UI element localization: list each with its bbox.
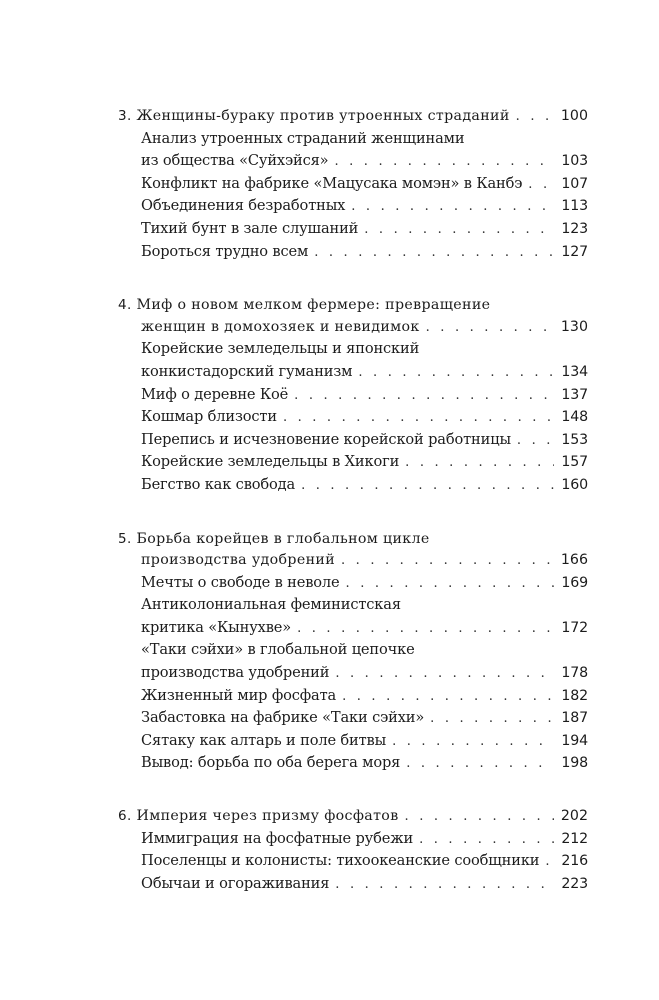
section-title-text: Кошмар близости <box>141 408 277 426</box>
page-number: 153 <box>561 431 588 448</box>
section-line <box>118 173 588 196</box>
section-line <box>118 218 588 241</box>
section-line <box>118 572 588 595</box>
section-title-text: Обычаи и огораживания <box>141 874 330 892</box>
chapter-block <box>118 527 588 776</box>
section-title-text: Жизненный мир фосфата <box>141 686 337 704</box>
page-number: 113 <box>561 198 588 215</box>
section-line <box>118 474 588 497</box>
page-number: 130 <box>560 318 588 335</box>
dot-leader <box>341 550 554 573</box>
page-number: 160 <box>561 476 588 493</box>
section-line <box>118 128 588 151</box>
chapter-number: 4. <box>118 297 132 314</box>
chapter-title <box>141 549 335 572</box>
section-title <box>141 241 308 264</box>
section-title <box>141 752 400 775</box>
section-line <box>118 406 588 429</box>
section-title-text: Объединения безработных <box>141 197 346 215</box>
page-number: 223 <box>561 875 588 892</box>
section-title <box>141 850 539 873</box>
page-number: 137 <box>561 386 588 403</box>
chapter-block <box>118 105 588 263</box>
dot-leader <box>545 851 554 874</box>
section-line <box>118 730 588 753</box>
dot-leader <box>335 874 554 897</box>
dot-leader <box>516 106 554 129</box>
section-title: «Таки сэйхи» в глобальной цепочке <box>141 641 415 659</box>
section-title <box>141 617 291 640</box>
section-title: Антиколониальная феминистская <box>141 596 401 614</box>
section-line <box>118 685 588 708</box>
chapter-line <box>118 805 588 828</box>
section-line <box>118 195 588 218</box>
page-number: 148 <box>561 409 588 426</box>
section-line <box>118 850 588 873</box>
chapter-title-text: Борьба корейцев в глобальном цикле <box>136 530 430 547</box>
dot-leader <box>297 618 554 641</box>
chapter-line <box>118 105 588 128</box>
section-title <box>141 707 424 730</box>
page-number: 166 <box>560 552 588 569</box>
chapter-title <box>118 105 510 128</box>
dot-leader <box>283 407 554 430</box>
dot-leader <box>419 829 554 852</box>
section-line <box>118 662 588 685</box>
dot-leader <box>301 475 554 498</box>
chapter-title-text: производства удобрений <box>141 552 336 569</box>
section-title <box>141 218 358 241</box>
dot-leader <box>528 174 554 197</box>
page-number: 178 <box>561 665 588 682</box>
section-title-text: Бегство как свобода <box>141 475 296 493</box>
section-title <box>141 173 522 196</box>
page-number: 187 <box>561 710 588 727</box>
page-number: 216 <box>561 853 588 870</box>
section-title <box>141 429 511 452</box>
chapter-title <box>118 531 430 547</box>
chapter-title <box>118 805 399 828</box>
dot-leader <box>334 151 554 174</box>
section-line <box>118 707 588 730</box>
section-title <box>141 451 399 474</box>
section-title-text: Конфликт на фабрике «Мацусака момэн» в Канбэ <box>141 174 523 192</box>
section-title <box>141 662 329 685</box>
section-line <box>118 429 588 452</box>
section-line <box>118 752 588 775</box>
dot-leader <box>335 663 554 686</box>
dot-leader <box>405 806 554 829</box>
dot-leader <box>430 708 554 731</box>
chapter-block <box>118 293 588 496</box>
chapter-heading-line <box>118 527 588 550</box>
page-number: 107 <box>561 175 588 192</box>
chapter-line <box>118 316 588 339</box>
chapter-title-text: Империя через призму фосфатов <box>136 808 399 825</box>
section-line <box>118 617 588 640</box>
chapter-number: 6. <box>118 808 132 825</box>
dot-leader <box>314 242 554 265</box>
dot-leader <box>406 753 554 776</box>
page-number: 169 <box>561 574 588 591</box>
section-line <box>118 828 588 851</box>
section-title-text: конкистадорский гуманизм <box>141 362 353 380</box>
chapter-number: 5. <box>118 530 132 547</box>
section-title <box>141 685 336 708</box>
section-line <box>118 451 588 474</box>
page-number: 134 <box>561 363 588 380</box>
dot-leader <box>392 731 554 754</box>
section-title-text: из общества «Суйхэйся» <box>141 152 329 170</box>
section-title-text: производства удобрений <box>141 664 330 682</box>
section-title <box>141 195 345 218</box>
section-line <box>118 873 588 896</box>
section-line <box>118 361 588 384</box>
section-line <box>118 338 588 361</box>
page-number: 157 <box>561 454 588 471</box>
section-title <box>141 730 386 753</box>
chapter-title <box>118 297 490 313</box>
page-number: 182 <box>561 687 588 704</box>
section-title <box>141 474 295 497</box>
page-number: 103 <box>561 153 588 170</box>
section-title-text: Поселенцы и колонисты: тихоокеанские сообщники <box>141 852 540 870</box>
dot-leader <box>342 686 554 709</box>
dot-leader <box>346 573 554 596</box>
section-title-text: критика «Кынухве» <box>141 618 292 636</box>
section-title: Анализ утроенных страданий женщинами <box>141 129 465 147</box>
section-title-text: Мечты о свободе в неволе <box>141 573 340 591</box>
section-title-text: Иммиграция на фосфатные рубежи <box>141 829 414 847</box>
section-title-text: Тихий бунт в зале слушаний <box>141 219 359 237</box>
section-title-text: Забастовка на фабрике «Таки сэйхи» <box>141 709 425 727</box>
section-title-text: Бороться трудно всем <box>141 242 309 260</box>
section-title: Корейские земледельцы и японский <box>141 340 420 358</box>
page-number: 100 <box>560 108 588 124</box>
chapter-block <box>118 805 588 895</box>
section-title <box>141 873 329 896</box>
chapter-heading-line <box>118 293 588 316</box>
section-title <box>141 828 413 851</box>
page-number: 127 <box>561 243 588 260</box>
dot-leader <box>405 452 554 475</box>
section-line <box>118 150 588 173</box>
page-number: 202 <box>560 808 588 825</box>
section-title <box>141 572 340 595</box>
chapter-title <box>141 316 420 339</box>
section-title-text: Сятаку как алтарь и поле битвы <box>141 731 387 749</box>
dot-leader <box>364 219 554 242</box>
section-title-text: Корейские земледельцы в Хикоги <box>141 453 400 471</box>
table-of-contents <box>118 105 588 925</box>
section-line <box>118 594 588 617</box>
section-title-text: Вывод: борьба по оба берега моря <box>141 754 401 772</box>
section-line <box>118 639 588 662</box>
section-title <box>141 150 328 173</box>
section-title <box>141 361 352 384</box>
chapter-title-text: Миф о новом мелком фермере: превращение <box>136 297 491 314</box>
page-number: 198 <box>561 755 588 772</box>
section-title-text: Перепись и исчезновение корейской работницы <box>141 430 511 448</box>
section-title <box>141 406 277 429</box>
chapter-title-text: женщин в домохозяек и невидимок <box>141 318 420 335</box>
dot-leader <box>358 362 554 385</box>
page-number: 212 <box>561 830 588 847</box>
dot-leader <box>294 385 554 408</box>
page-number: 172 <box>561 619 588 636</box>
section-line <box>118 241 588 264</box>
section-title <box>141 384 288 407</box>
dot-leader <box>426 317 554 340</box>
dot-leader <box>351 196 554 219</box>
section-title-text: Миф о деревне Коё <box>141 385 289 403</box>
dot-leader <box>517 430 554 453</box>
chapter-title-text: Женщины-бураку против утроенных страданий <box>136 108 510 124</box>
chapter-line <box>118 549 588 572</box>
chapter-number: 3. <box>118 108 132 124</box>
section-line <box>118 384 588 407</box>
page-number: 194 <box>561 732 588 749</box>
page-number: 123 <box>561 220 588 237</box>
